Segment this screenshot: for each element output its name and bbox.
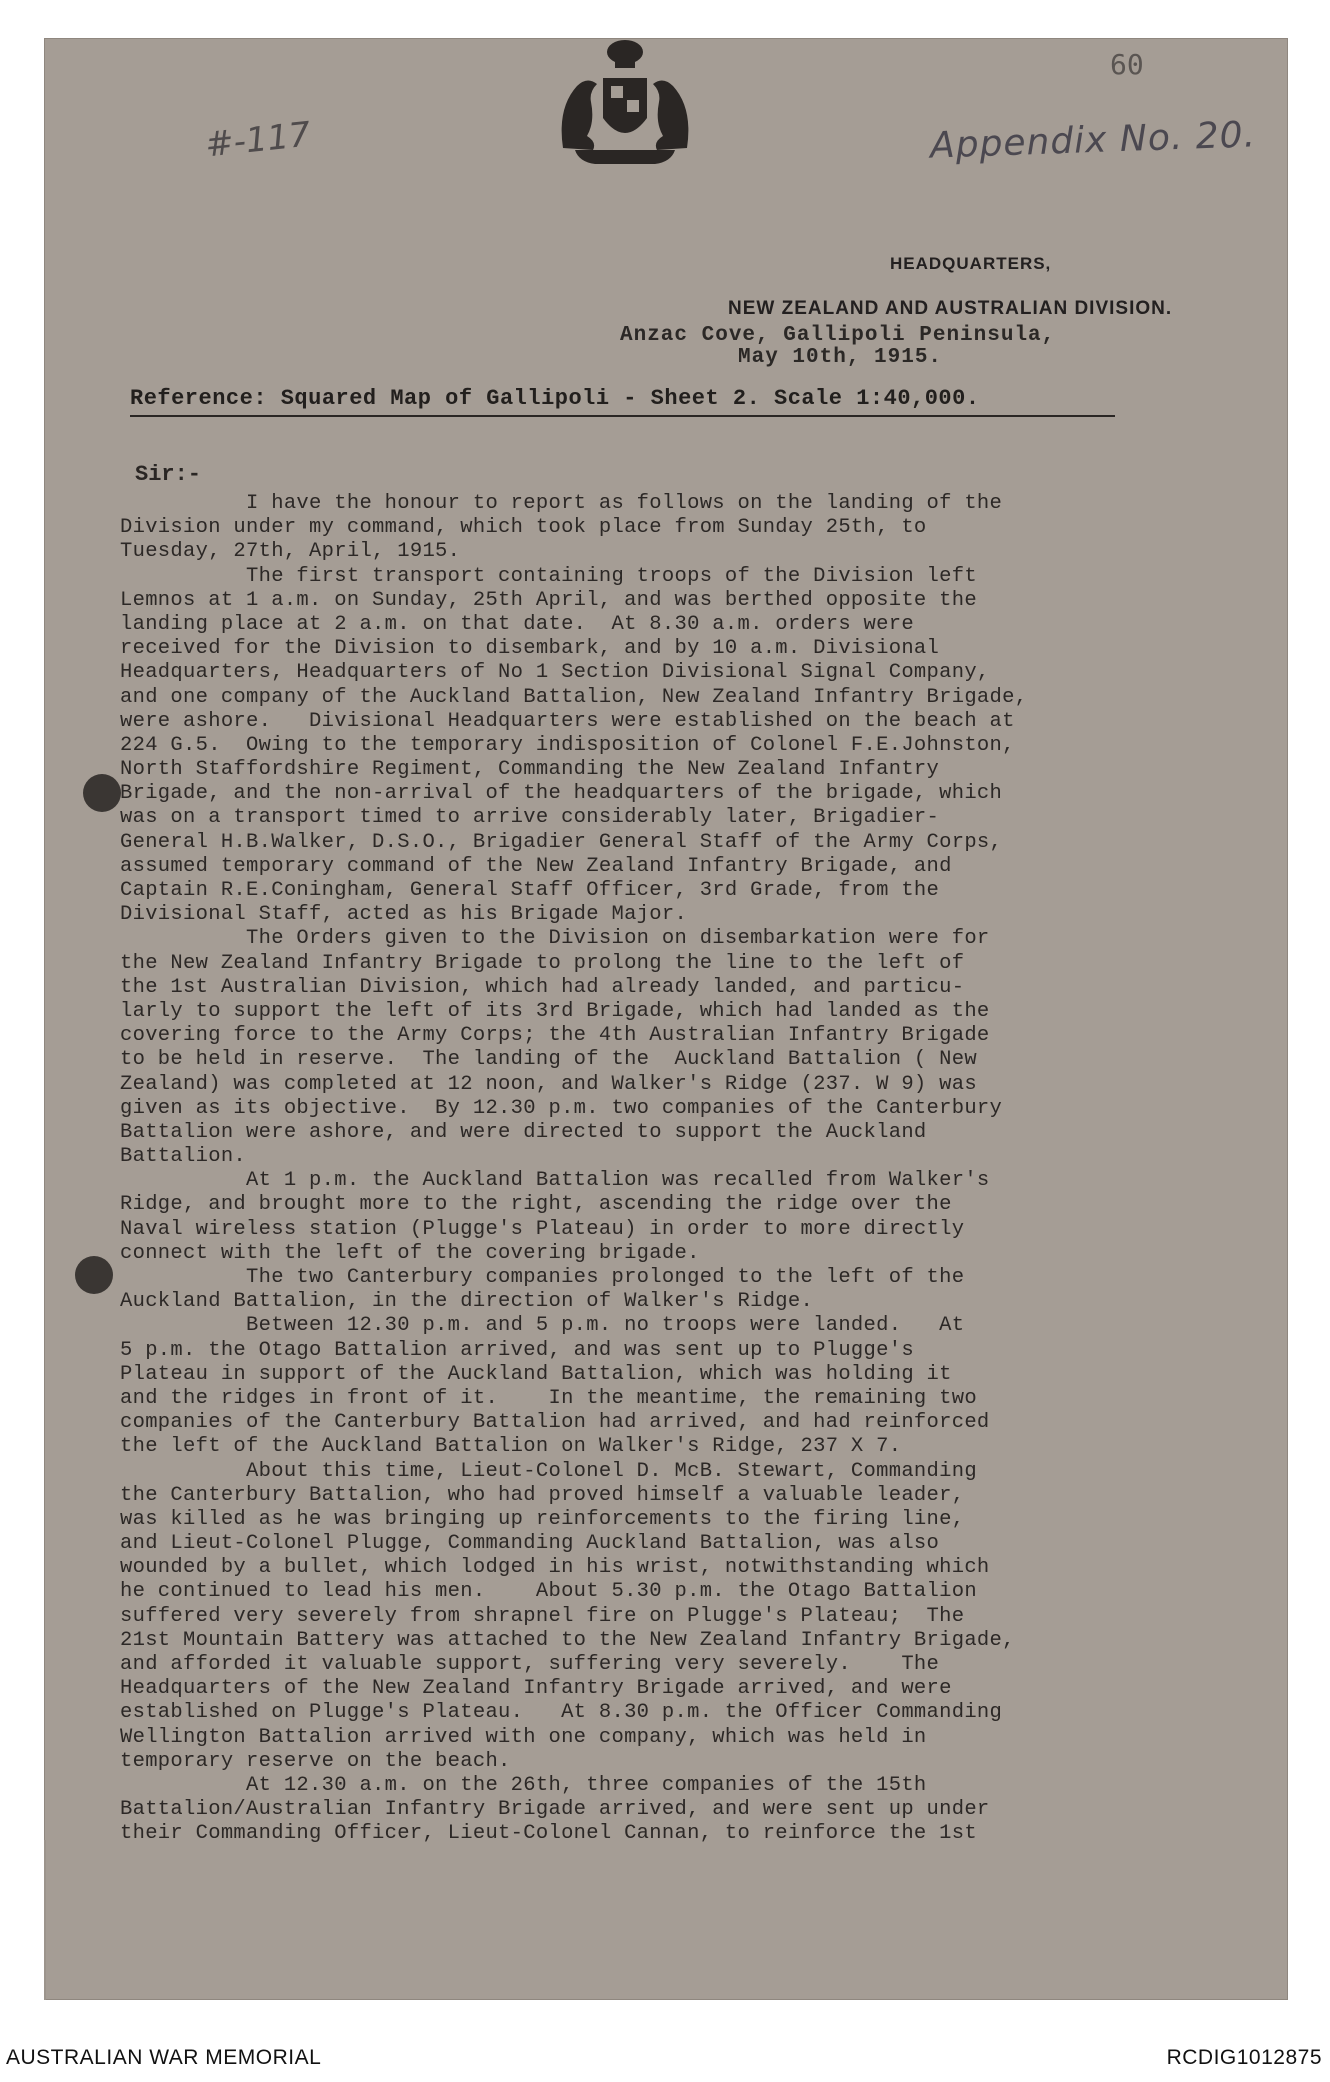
report-line: established on Plugge's Plateau. At 8.30 p.m. the Officer Commanding	[120, 1701, 1003, 1725]
report-line: About this time, Lieut-Colonel D. McB. Stewart, Commanding	[120, 1459, 977, 1483]
report-line: The first transport containing troops of the Division left	[120, 564, 977, 588]
salutation: Sir:-	[135, 462, 202, 487]
report-line: The Orders given to the Division on disembarkation were for	[120, 927, 990, 951]
report-line: the New Zealand Infantry Brigade to prolong the line to the left of	[120, 951, 965, 975]
footer-institution: AUSTRALIAN WAR MEMORIAL	[6, 2046, 322, 2069]
report-line: temporary reserve on the beach.	[120, 1749, 511, 1773]
report-line: Wellington Battalion arrived with one company, which was held in	[120, 1725, 927, 1749]
report-line: At 12.30 a.m. on the 26th, three companies of the 15th	[120, 1773, 927, 1797]
punch-hole-bottom	[75, 1256, 113, 1294]
map-reference: Reference: Squared Map of Gallipoli - Sheet 2. Scale 1:40,000.	[130, 386, 1115, 417]
report-line: Brigade, and the non-arrival of the headquarters of the brigade, which	[120, 782, 1003, 806]
report-line: to be held in reserve. The landing of the Auckland Battalion ( New	[120, 1048, 977, 1072]
report-line: was on a transport timed to arrive considerably later, Brigadier-	[120, 806, 940, 830]
report-line: the 1st Australian Division, which had already landed, and particu-	[120, 975, 965, 999]
punch-hole-top	[83, 774, 121, 812]
report-line: 21st Mountain Battery was attached to the New Zealand Infantry Brigade,	[120, 1628, 1015, 1652]
report-line: and the ridges in front of it. In the meantime, the remaining two	[120, 1386, 977, 1410]
report-line: companies of the Canterbury Battalion had arrived, and had reinforced	[120, 1411, 990, 1435]
report-line: Zealand) was completed at 12 noon, and Walker's Ridge (237. W 9) was	[120, 1072, 977, 1096]
report-line: he continued to lead his men. About 5.30 p.m. the Otago Battalion	[120, 1580, 977, 1604]
report-line: 5 p.m. the Otago Battalion arrived, and was sent up to Plugge's	[120, 1338, 914, 1362]
report-line: their Commanding Officer, Lieut-Colonel Cannan, to reinforce the 1st	[120, 1822, 977, 1846]
report-line: the left of the Auckland Battalion on Walker's Ridge, 237 X 7.	[120, 1435, 902, 1459]
report-line: The two Canterbury companies prolonged to the left of the	[120, 1266, 965, 1289]
report-line: landing place at 2 a.m. on that date. At 8.30 a.m. orders were	[120, 612, 914, 636]
page-number: 60	[1110, 48, 1144, 81]
report-line: General H.B.Walker, D.S.O., Brigadier General Staff of the Army Corps,	[120, 830, 1003, 854]
report-line: Auckland Battalion, in the direction of Walker's Ridge.	[120, 1290, 814, 1314]
report-line: Tuesday, 27th, April, 1915.	[120, 540, 461, 564]
report-line: Divisional Staff, acted as his Brigade Major.	[120, 903, 688, 927]
report-line: Headquarters, Headquarters of No 1 Section Divisional Signal Company,	[120, 661, 990, 685]
report-line: and one company of the Auckland Battalion, New Zealand Infantry Brigade,	[120, 685, 1028, 709]
report-line: Battalion.	[120, 1145, 247, 1169]
appendix-number: Appendix No. 20.	[929, 114, 1257, 167]
report-line: Naval wireless station (Plugge's Plateau) in order to more directly	[120, 1217, 965, 1241]
report-line: larly to support the left of its 3rd Brigade, which had landed as the	[120, 999, 990, 1023]
report-line: Ridge, and brought more to the right, ascending the ridge over the	[120, 1193, 952, 1217]
report-line: 224 G.5. Owing to the temporary indisposition of Colonel F.E.Johnston,	[120, 733, 1015, 757]
handwritten-reference: #-117	[203, 114, 313, 166]
report-line: North Staffordshire Regiment, Commanding the New Zealand Infantry	[120, 758, 940, 782]
division-heading: NEW ZEALAND AND AUSTRALIAN DIVISION.	[728, 298, 1173, 319]
report-line: connect with the left of the covering brigade.	[120, 1241, 700, 1265]
report-line: Between 12.30 p.m. and 5 p.m. no troops were landed. At	[120, 1314, 965, 1338]
report-line: Lemnos at 1 a.m. on Sunday, 25th April, and was berthed opposite the	[120, 588, 977, 612]
report-line: Division under my command, which took place from Sunday 25th, to	[120, 516, 927, 540]
report-line: Battalion/Australian Infantry Brigade arrived, and were sent up under	[120, 1798, 990, 1822]
report-line: Plateau in support of the Auckland Battalion, which was holding it	[120, 1362, 952, 1386]
date-line: May 10th, 1915.	[738, 346, 943, 369]
report-line: I have the honour to report as follows on the landing of the	[120, 492, 1003, 515]
report-body	[120, 492, 1170, 1847]
report-line: and afforded it valuable support, suffering very severely. The	[120, 1653, 940, 1676]
report-line: and Lieut-Colonel Plugge, Commanding Auckland Battalion, was also	[120, 1532, 940, 1556]
report-line: Captain R.E.Coningham, General Staff Officer, 3rd Grade, from the	[120, 879, 940, 902]
report-line: At 1 p.m. the Auckland Battalion was recalled from Walker's	[120, 1169, 990, 1193]
report-line: suffered very severely from shrapnel fire on Plugge's Plateau; The	[120, 1604, 965, 1628]
report-line: was killed as he was bringing up reinforcements to the firing line,	[120, 1507, 965, 1531]
report-line: the Canterbury Battalion, who had proved himself a valuable leader,	[120, 1483, 965, 1507]
report-line: wounded by a bullet, which lodged in his wrist, notwithstanding which	[120, 1556, 990, 1580]
report-line: were ashore. Divisional Headquarters were established on the beach at	[120, 709, 1015, 733]
report-line: covering force to the Army Corps; the 4th Australian Infantry Brigade	[120, 1024, 990, 1048]
report-line: given as its objective. By 12.30 p.m. two companies of the Canterbury	[120, 1096, 1003, 1120]
report-line: Battalion were ashore, and were directed to support the Auckland	[120, 1120, 927, 1144]
headquarters-heading: HEADQUARTERS,	[890, 254, 1052, 273]
place-line: Anzac Cove, Gallipoli Peninsula,	[620, 324, 1056, 347]
royal-coat-of-arms-icon	[545, 38, 705, 173]
footer-record-id: RCDIG1012875	[1166, 2046, 1322, 2069]
report-line: Headquarters of the New Zealand Infantry Brigade arrived, and were	[120, 1677, 952, 1701]
report-line: received for the Division to disembark, and by 10 a.m. Divisional	[120, 637, 940, 661]
report-line: assumed temporary command of the New Zealand Infantry Brigade, and	[120, 854, 952, 878]
